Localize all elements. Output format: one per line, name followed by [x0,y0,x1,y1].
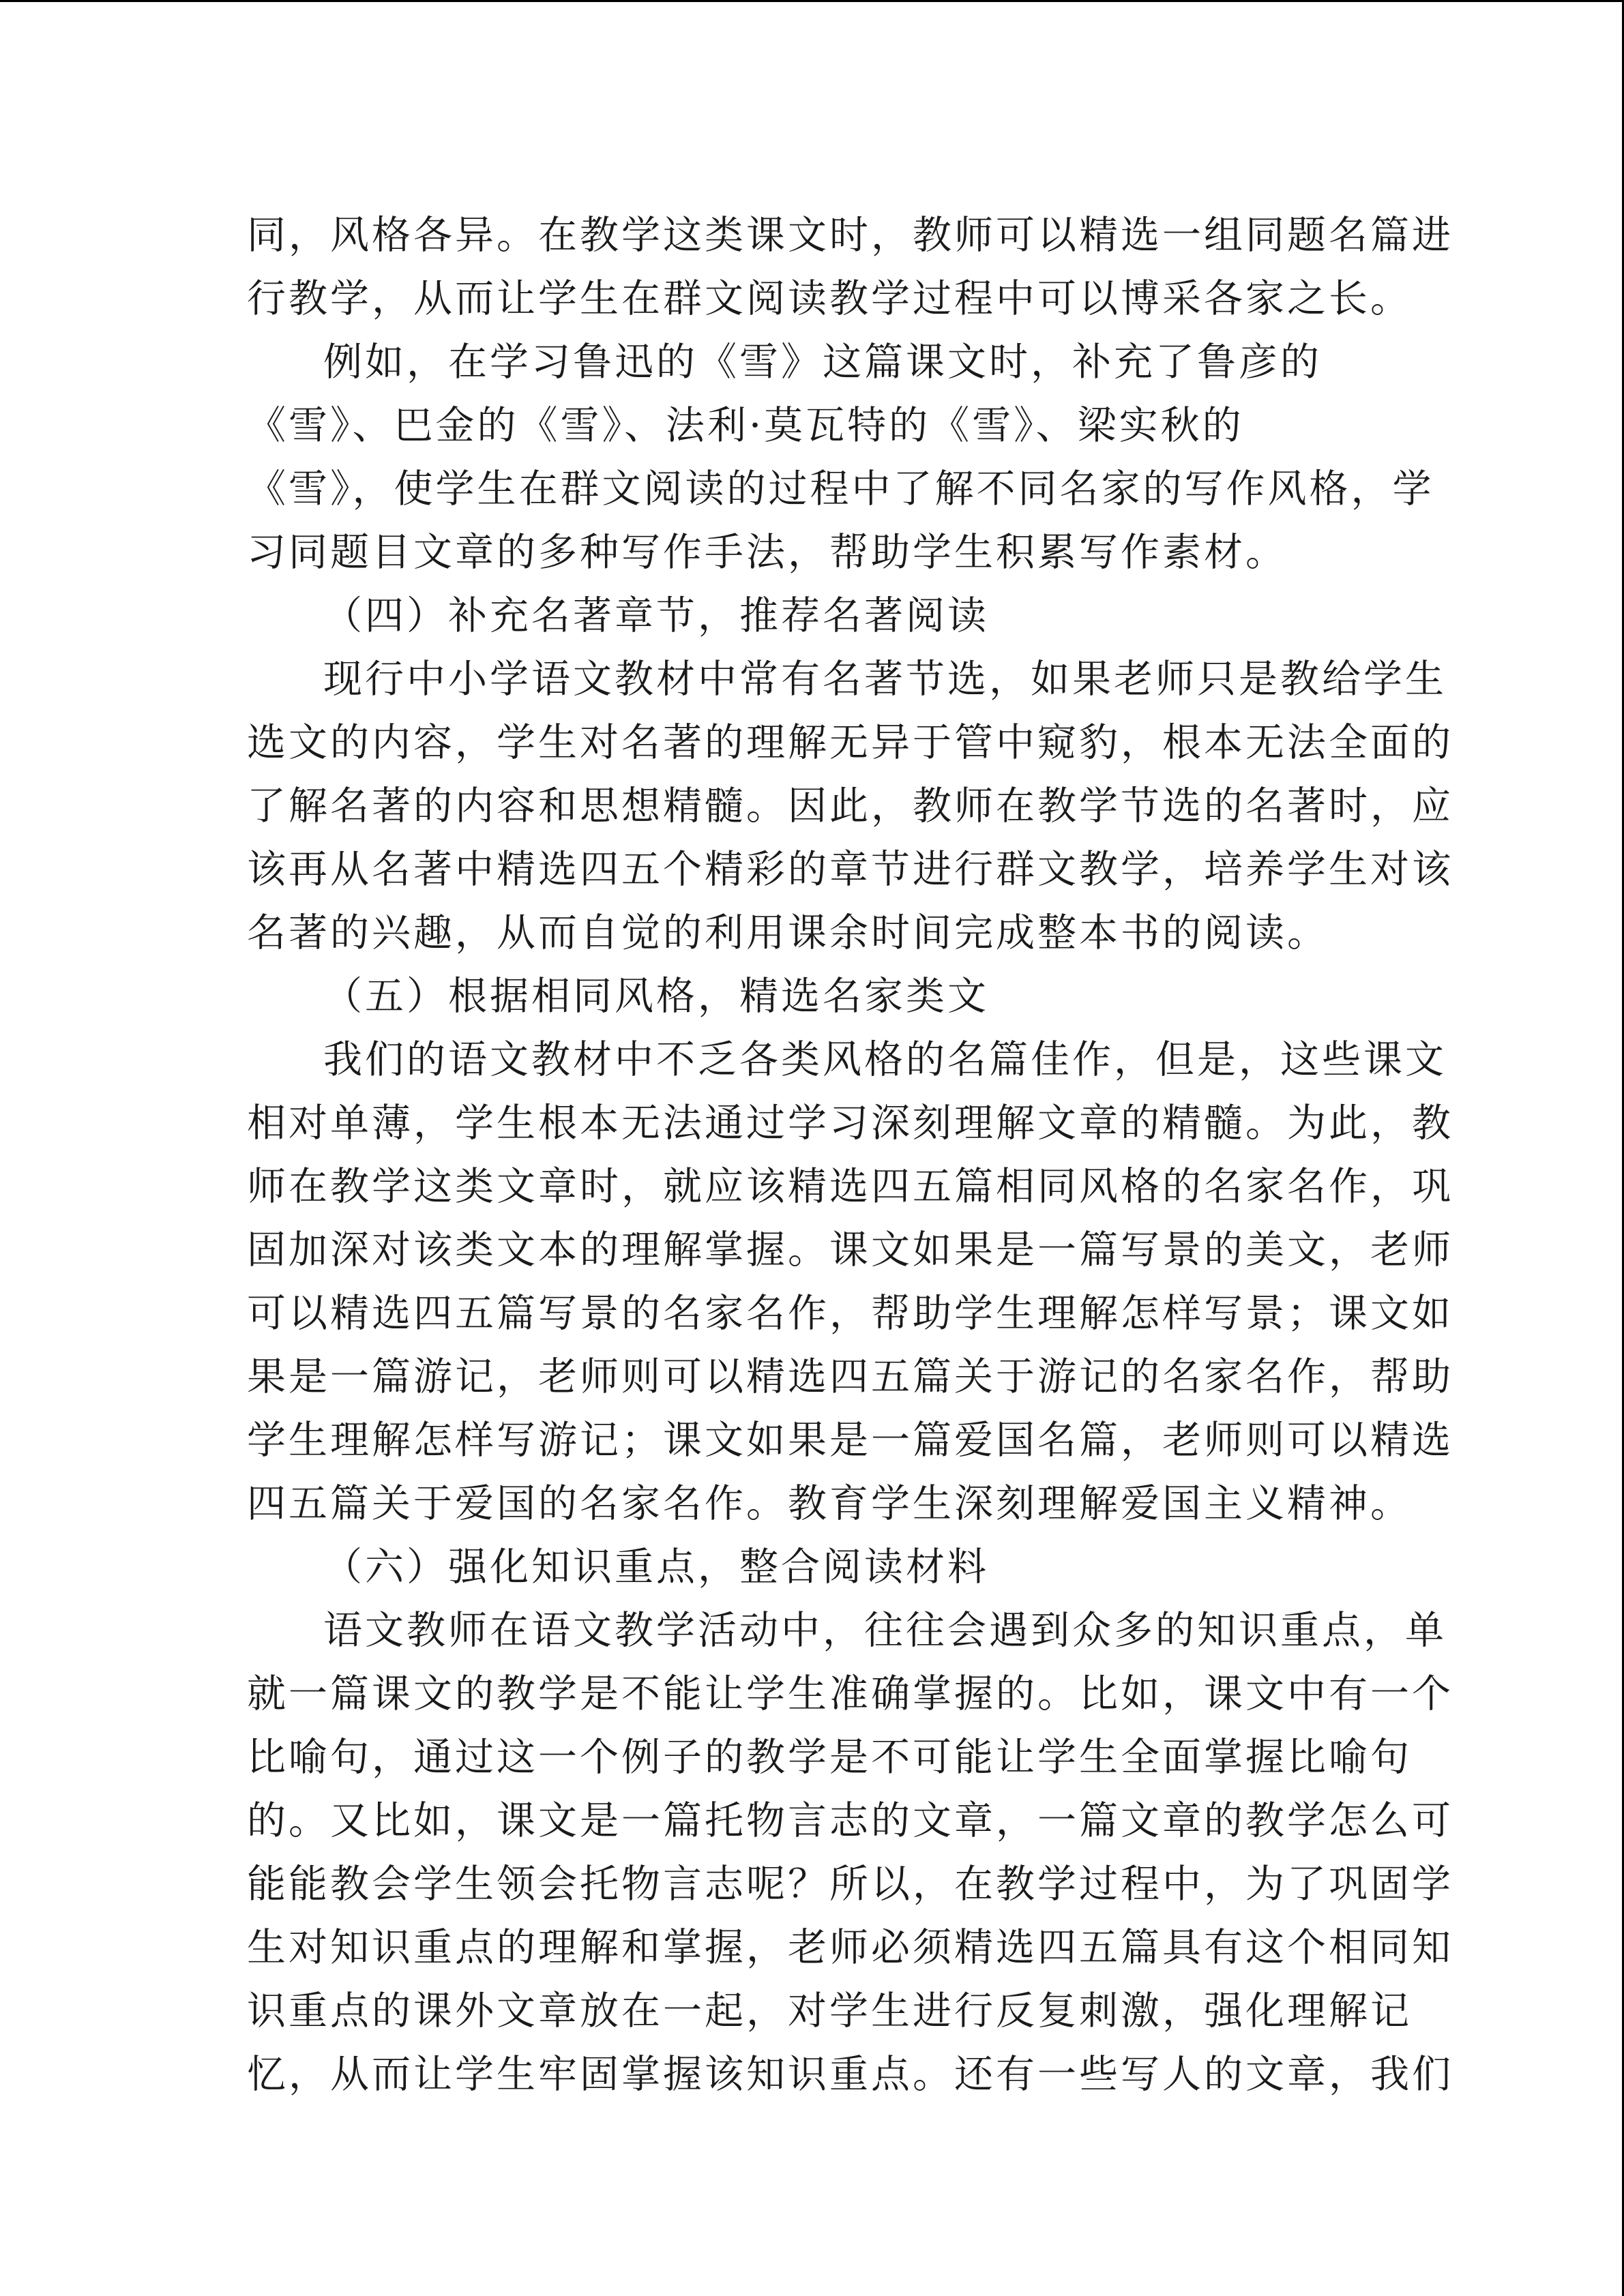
section-heading-4: （四）补充名著章节，推荐名著阅读 [323,593,989,638]
text-line: 行教学，从而让学生在群文阅读教学过程中可以博采各家之长。 [247,276,1412,321]
text-line: 四五篇关于爱国的名家名作。教育学生深刻理解爱国主义精神。 [247,1481,1412,1526]
text-line: 比喻句，通过这一个例子的教学是不可能让学生全面掌握比喻句 [247,1735,1412,1780]
text-line: 固加深对该类文本的理解掌握。课文如果是一篇写景的美文，老师 [247,1227,1453,1272]
text-line: 习同题目文章的多种写作手法，帮助学生积累写作素材。 [247,530,1287,575]
text-line: 就一篇课文的教学是不能让学生准确掌握的。比如，课文中有一个 [247,1671,1453,1716]
text-line: 了解名著的内容和思想精髓。因此，教师在教学节选的名著时，应 [247,784,1453,829]
paragraph-start-line: 我们的语文教材中不乏各类风格的名篇佳作，但是，这些课文 [323,1037,1447,1082]
section-heading-6: （六）强化知识重点，整合阅读材料 [323,1545,989,1590]
text-line: 名著的兴趣，从而自觉的利用课余时间完成整本书的阅读。 [247,910,1329,955]
text-line: 能能教会学生领会托物言志呢？所以，在教学过程中，为了巩固学 [247,1862,1453,1907]
text-line: 该再从名著中精选四五个精彩的章节进行群文教学，培养学生对该 [247,847,1453,892]
text-line: 师在教学这类文章时，就应该精选四五篇相同风格的名家名作，巩 [247,1164,1453,1209]
text-line: 学生理解怎样写游记；课文如果是一篇爱国名篇，老师则可以精选 [247,1418,1453,1463]
text-line: 选文的内容，学生对名著的理解无异于管中窥豹，根本无法全面的 [247,720,1453,765]
text-line: 《雪》，使学生在群文阅读的过程中了解不同名家的写作风格，学 [247,466,1434,511]
text-line: 同，风格各异。在教学这类课文时，教师可以精选一组同题名篇进 [247,213,1453,258]
text-line: 相对单薄，学生根本无法通过学习深刻理解文章的精髓。为此，教 [247,1101,1453,1146]
paragraph-start-line: 语文教师在语文教学活动中，往往会遇到众多的知识重点，单 [323,1608,1447,1653]
document-body [247,204,1453,2106]
text-line: 果是一篇游记，老师则可以精选四五篇关于游记的名家名作，帮助 [247,1354,1453,1399]
text-line: 的。又比如，课文是一篇托物言志的文章，一篇文章的教学怎么可 [247,1798,1453,1843]
text-line: 识重点的课外文章放在一起，对学生进行反复刺激，强化理解记 [247,1988,1412,2033]
paragraph-start-line: 现行中小学语文教材中常有名著节选，如果老师只是教给学生 [323,657,1447,702]
section-heading-5: （五）根据相同风格，精选名家类文 [323,974,989,1019]
text-line: 《雪》、巴金的《雪》、法利·莫瓦特的《雪》、梁实秋的 [247,403,1244,448]
text-line: 忆，从而让学生牢固掌握该知识重点。还有一些写人的文章，我们 [247,2052,1453,2097]
text-line: 可以精选四五篇写景的名家名作，帮助学生理解怎样写景；课文如 [247,1291,1453,1336]
text-line: 生对知识重点的理解和掌握，老师必须精选四五篇具有这个相同知 [247,1925,1453,1970]
paragraph-start-line: 例如，在学习鲁迅的《雪》这篇课文时，补充了鲁彦的 [323,340,1322,385]
